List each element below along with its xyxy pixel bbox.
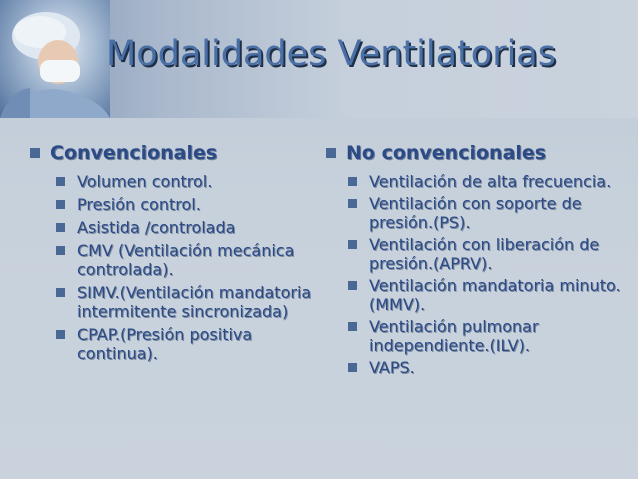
right-heading-text: No convencionales <box>346 142 547 164</box>
list-item-text: CPAP.(Presión positiva continua). <box>77 325 253 363</box>
square-bullet-icon <box>56 177 65 186</box>
list-item-text: Ventilación pulmonar independiente.(ILV). <box>369 317 539 355</box>
slide-title: Modalidades Ventilatorias <box>106 34 556 74</box>
list-item <box>56 283 320 321</box>
list-item-text: Ventilación de alta frecuencia. <box>369 172 612 191</box>
list-item <box>348 276 626 314</box>
list-item <box>348 235 626 273</box>
list-item <box>56 241 320 279</box>
list-item <box>348 317 626 355</box>
list-item <box>56 172 320 191</box>
square-bullet-icon <box>348 281 357 290</box>
right-list <box>326 172 626 377</box>
square-bullet-icon <box>56 223 65 232</box>
right-heading <box>326 142 626 164</box>
list-item-text: Volumen control. <box>77 172 213 191</box>
left-heading <box>30 142 320 164</box>
list-item-text: Presión control. <box>77 195 201 214</box>
list-item <box>348 358 626 377</box>
list-item <box>56 195 320 214</box>
square-bullet-icon <box>348 240 357 249</box>
square-bullet-icon <box>56 330 65 339</box>
square-bullet-icon <box>30 148 40 158</box>
square-bullet-icon <box>326 148 336 158</box>
list-item <box>348 194 626 232</box>
list-item <box>348 172 626 191</box>
left-column <box>30 142 320 367</box>
list-item <box>56 218 320 237</box>
list-item-text: Ventilación con soporte de presión.(PS). <box>369 194 582 232</box>
list-item-text: Ventilación con liberación de presión.(APRV). <box>369 235 600 273</box>
square-bullet-icon <box>348 363 357 372</box>
list-item-text: CMV (Ventilación mecánica controlada). <box>77 241 295 279</box>
square-bullet-icon <box>56 246 65 255</box>
list-item-text: Asistida /controlada <box>77 218 236 237</box>
square-bullet-icon <box>348 322 357 331</box>
list-item-text: Ventilación mandatoria minuto.(MMV). <box>369 276 621 314</box>
square-bullet-icon <box>348 177 357 186</box>
left-list <box>30 172 320 363</box>
square-bullet-icon <box>56 200 65 209</box>
left-heading-text: Convencionales <box>50 142 218 164</box>
list-item-text: SIMV.(Ventilación mandatoria intermitente sincronizada) <box>77 283 312 321</box>
square-bullet-icon <box>56 288 65 297</box>
list-item-text: VAPS. <box>369 358 415 377</box>
square-bullet-icon <box>348 199 357 208</box>
right-column <box>326 142 626 380</box>
list-item <box>56 325 320 363</box>
surgeon-photo <box>0 0 110 118</box>
